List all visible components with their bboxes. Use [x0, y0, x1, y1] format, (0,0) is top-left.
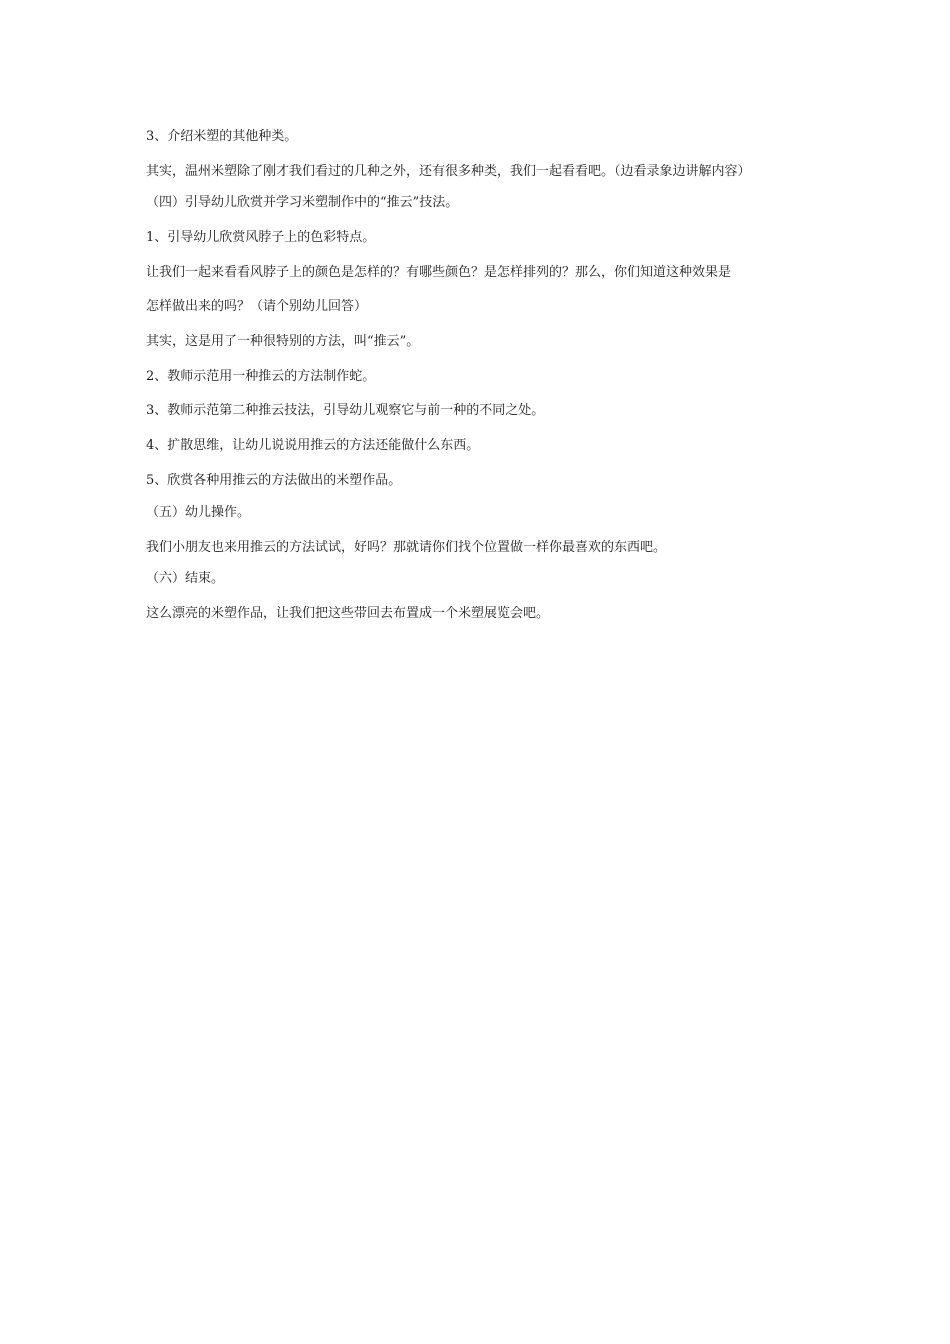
paragraph-step-1: 1、引导幼儿欣赏风脖子上的色彩特点。 — [146, 230, 376, 245]
paragraph-question-line-1: 让我们一起来看看风脖子上的颜色是怎样的？有哪些颜色？是怎样排列的？那么，你们知道这种效果是 — [146, 265, 732, 280]
paragraph-tuiyun-method: 其实，这是用了一种很特别的方法，叫“推云”。 — [146, 334, 420, 349]
paragraph-conclusion: 这么漂亮的米塑作品，让我们把这些带回去布置成一个米塑展览会吧。 — [146, 606, 550, 621]
paragraph-question-line-2: 怎样做出来的吗？（请个别幼儿回答） — [146, 299, 368, 314]
paragraph-operation: 我们小朋友也来用推云的方法试试，好吗？那就请你们找个位置做一样你最喜欢的东西吧。 — [146, 540, 667, 555]
section-heading-4: （四）引导幼儿欣赏并学习米塑制作中的“推云”技法。 — [146, 195, 459, 210]
section-heading-6: （六）结束。 — [146, 571, 225, 586]
paragraph-step-5: 5、欣赏各种用推云的方法做出的米塑作品。 — [146, 473, 402, 488]
paragraph-other-types: 3、介绍米塑的其他种类。 — [146, 129, 298, 144]
paragraph-step-4: 4、扩散思维，让幼儿说说用推云的方法还能做什么东西。 — [146, 438, 480, 453]
paragraph-step-2: 2、教师示范用一种推云的方法制作蛇。 — [146, 369, 376, 384]
paragraph-step-3: 3、教师示范第二种推云技法，引导幼儿观察它与前一种的不同之处。 — [146, 403, 545, 418]
paragraph-wenzhou-intro: 其实，温州米塑除了刚才我们看过的几种之外，还有很多种类，我们一起看看吧。（边看录象边讲解内容） — [146, 164, 751, 179]
section-heading-5: （五）幼儿操作。 — [146, 505, 251, 520]
